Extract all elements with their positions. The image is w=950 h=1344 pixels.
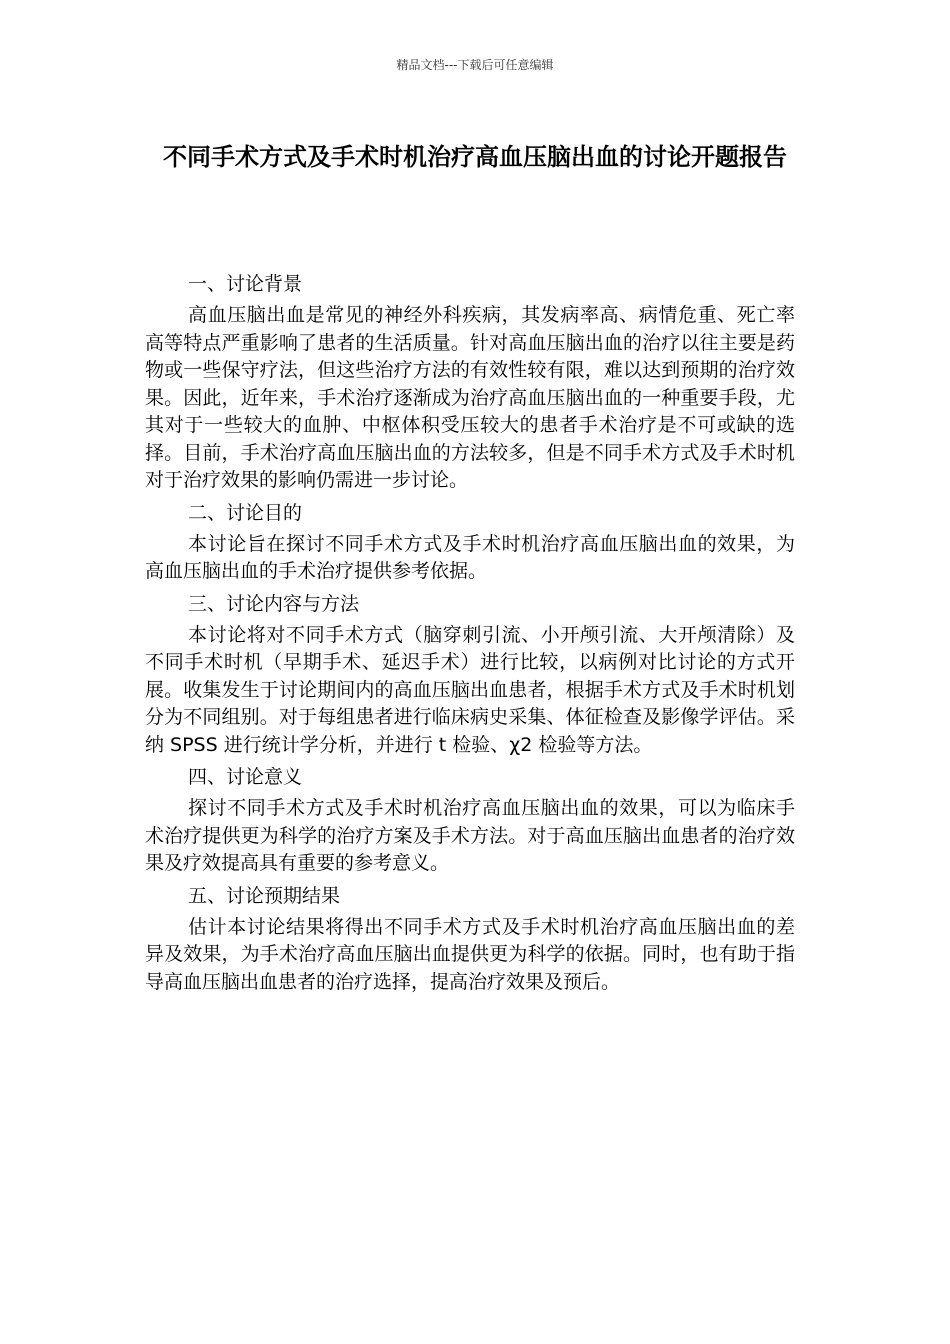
section-heading-background: 一、讨论背景 [188, 273, 303, 295]
section-paragraph-expected-results: 估计本讨论结果将得出不同手术方式及手术时机治疗高血压脑出血的差异及效果，为手术治疗高血压脑出血提供更为科学的依据。同时，也有助于指导高血压脑出血患者的治疗选择，提高治疗效果及预后。 [145, 915, 795, 993]
section-paragraph-methods: 本讨论将对不同手术方式（脑穿刺引流、小开颅引流、大开颅清除）及不同手术时机（早期手术、延迟手术）进行比较，以病例对比讨论的方式开展。收集发生于讨论期间内的高血压脑出血患者，根据手术方式及手术时机划分为不同组别。对于每组患者进行临床病史采集、体征检查及影像学评估。采纳 SPSS 进行统计学分析，并进行 t 检验、χ2 检验等方法。 [145, 623, 795, 756]
document-body [145, 268, 795, 998]
section-paragraph-purpose: 本讨论旨在探讨不同手术方式及手术时机治疗高血压脑出血的效果，为高血压脑出血的手术治疗提供参考依据。 [145, 532, 795, 582]
section-paragraph-significance: 探讨不同手术方式及手术时机治疗高血压脑出血的效果，可以为临床手术治疗提供更为科学的治疗方案及手术方法。对于高血压脑出血患者的治疗效果及疗效提高具有重要的参考意义。 [145, 797, 795, 874]
section-heading-methods: 三、讨论内容与方法 [188, 592, 360, 615]
section-heading-purpose: 二、讨论目的 [188, 501, 303, 524]
section-paragraph-background: 高血压脑出血是常见的神经外科疾病，其发病率高、病情危重、死亡率高等特点严重影响了患者的生活质量。针对高血压脑出血的治疗以往主要是药物或一些保守疗法，但这些治疗方法的有效性较有限，难以达到预期的治疗效果。因此，近年来，手术治疗逐渐成为治疗高血压脑出血的一种重要手段，尤其对于一些较大的血肿、中枢体积受压较大的患者手术治疗是不可或缺的选择。目前，手术治疗高血压脑出血的方法较多，但是不同手术方式及手术时机对于治疗效果的影响仍需进一步讨论。 [145, 304, 795, 491]
section-heading-expected-results: 五、讨论预期结果 [188, 884, 341, 907]
page-header: 精品文档---下载后可任意编辑 [396, 58, 554, 72]
document-title: 不同手术方式及手术时机治疗高血压脑出血的讨论开题报告 [163, 143, 787, 171]
section-heading-significance: 四、讨论意义 [188, 766, 303, 788]
